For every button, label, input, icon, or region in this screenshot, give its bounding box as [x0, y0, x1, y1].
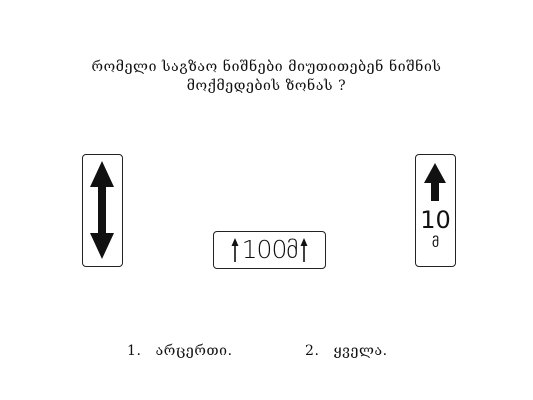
answer-text: არცერთი. — [155, 343, 233, 359]
up-arrow-icon — [231, 237, 239, 263]
sign-double-arrow — [82, 154, 123, 267]
double-headed-vertical-arrow-icon — [83, 155, 121, 265]
up-arrow-icon — [300, 237, 308, 263]
answer-number: 1. — [127, 343, 142, 359]
question-line-1: რომელი საგზაო ნიშნები მიუთითებენ ნიშნის — [91, 59, 442, 75]
up-arrow-icon — [416, 155, 454, 205]
question-text — [0, 58, 533, 96]
question-line-2: მოქმედების ზონას ? — [186, 78, 347, 94]
sign-zone-10m — [415, 154, 456, 267]
answer-text: ყველა. — [333, 343, 388, 359]
answer-number: 2. — [305, 343, 320, 359]
sign-zone-100m — [213, 231, 326, 269]
answer-option-2[interactable] — [305, 342, 388, 360]
sign-distance-value: 10 — [420, 206, 451, 234]
sign-value-100m: 100მ — [241, 235, 298, 264]
sign-distance-unit: მ — [431, 235, 440, 251]
answer-option-1[interactable] — [127, 342, 233, 360]
